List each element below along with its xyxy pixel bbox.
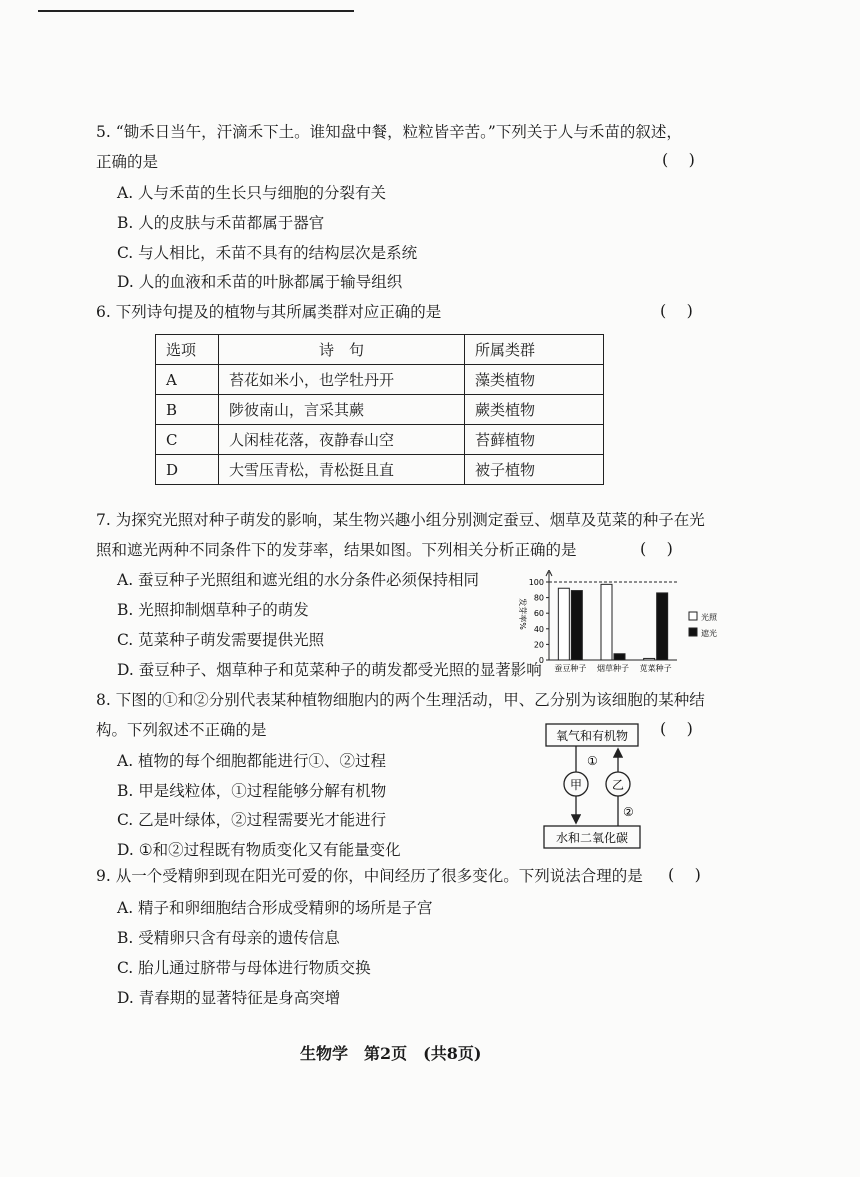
x-tick-labels [554, 663, 671, 673]
y-tick-label: 100 [528, 578, 544, 587]
bar-遮光-苋菜种子 [657, 593, 668, 660]
q5-answer-paren: ( ) [662, 150, 695, 169]
y-tick-label: 40 [533, 624, 544, 634]
q8-option-d: D. ①和②过程既有物质变化又有能量变化 [117, 841, 401, 859]
table-header-option: 选项 [156, 335, 219, 365]
table-cell: 苔花如米小，也学牡丹开 [219, 365, 465, 395]
cell-process-diagram [540, 718, 680, 858]
table-cell: C [156, 425, 219, 455]
table-cell: 苔藓植物 [465, 425, 604, 455]
q8-option-c: C. 乙是叶绿体，②过程需要光才能进行 [117, 811, 387, 829]
q8-stem-line1: 8. 下图的①和②分别代表某种植物细胞内的两个生理活动，甲、乙分别为该细胞的某种结 [96, 691, 705, 709]
table-cell: B [156, 395, 219, 425]
q8-answer-paren: ( ) [660, 719, 693, 738]
q8-option-a: A. 植物的每个细胞都能进行①、②过程 [117, 752, 387, 770]
top-box-label: 氧气和有机物 [555, 729, 629, 743]
bar-光照-蚕豆种子 [558, 588, 569, 660]
process-1-label: ① [587, 754, 598, 768]
y-tick-label: 80 [533, 593, 544, 603]
q5-stem-line1: 5. “锄禾日当午，汗滴禾下土。谁知盘中餐，粒粒皆辛苦。”下列关于人与禾苗的叙述， [96, 123, 682, 141]
q9-option-d: D. 青春期的显著特征是身高突增 [117, 989, 341, 1007]
q7-option-c: C. 苋菜种子萌发需要提供光照 [117, 631, 325, 649]
q9-option-a: A. 精子和卵细胞结合形成受精卵的场所是子宫 [117, 899, 433, 917]
table-cell: D [156, 455, 219, 485]
table-row [156, 365, 604, 395]
bar-遮光-蚕豆种子 [571, 591, 582, 660]
q5-option-b: B. 人的皮肤与禾苗都属于器官 [117, 214, 325, 232]
q9-option-b: B. 受精卵只含有母亲的遗传信息 [117, 929, 340, 947]
table-cell: 陟彼南山，言采其蕨 [219, 395, 465, 425]
x-tick-label: 烟草种子 [597, 664, 629, 673]
bottom-box-label: 水和二氧化碳 [555, 831, 629, 845]
table-cell: 大雪压青松，青松挺且直 [219, 455, 465, 485]
table-cell: 蕨类植物 [465, 395, 604, 425]
q5-option-d: D. 人的血液和禾苗的叶脉都属于输导组织 [117, 273, 403, 291]
q7-stem-line1: 7. 为探究光照对种子萌发的影响，某生物兴趣小组分别测定蚕豆、烟草及苋菜的种子在光 [96, 511, 705, 529]
q9-stem: 9. 从一个受精卵到现在阳光可爱的你，中间经历了很多变化。下列说法合理的是 [96, 867, 643, 885]
page-footer: 生物学 第2页 (共8页) [300, 1044, 482, 1063]
y-axis-label: 发芽率% [518, 598, 527, 630]
q6-stem: 6. 下列诗句提及的植物与其所属类群对应正确的是 [96, 303, 442, 321]
q7-option-a: A. 蚕豆种子光照组和遮光组的水分条件必须保持相同 [117, 571, 480, 589]
q7-option-b: B. 光照抑制烟草种子的萌发 [117, 601, 309, 619]
table-row [156, 395, 604, 425]
top-rule [38, 10, 354, 12]
table-row [156, 455, 604, 485]
q5-stem-line2: 正确的是 [96, 153, 159, 171]
legend-label: 遮光 [701, 629, 717, 638]
table-cell: 被子植物 [465, 455, 604, 485]
table-header-row [156, 335, 604, 365]
x-tick-label: 苋菜种子 [639, 664, 672, 673]
germination-bar-chart [505, 570, 735, 682]
table-header-poem: 诗 句 [219, 335, 465, 365]
bar-遮光-烟草种子 [614, 654, 625, 660]
bar-光照-苋菜种子 [644, 658, 655, 660]
y-tick-label: 20 [533, 640, 544, 650]
y-tick-label: 0 [538, 656, 544, 665]
q8-stem-line2: 构。下列叙述不正确的是 [96, 721, 267, 739]
q5-option-a: A. 人与禾苗的生长只与细胞的分裂有关 [117, 184, 387, 202]
q8-option-b: B. 甲是线粒体，①过程能够分解有机物 [117, 782, 387, 800]
q9-option-c: C. 胎儿通过脐带与母体进行物质交换 [117, 959, 371, 977]
x-tick-label: 蚕豆种子 [554, 664, 587, 673]
legend-swatch [689, 612, 697, 620]
q9-answer-paren: ( ) [668, 865, 701, 884]
q6-answer-paren: ( ) [660, 301, 693, 320]
bar-光照-烟草种子 [601, 584, 612, 660]
legend-swatch [689, 628, 697, 636]
right-circle-label: 乙 [611, 778, 625, 792]
table-header-group: 所属类群 [465, 335, 604, 365]
table-cell: 人闲桂花落，夜静春山空 [219, 425, 465, 455]
q7-answer-paren: ( ) [640, 539, 673, 558]
bars [558, 584, 667, 660]
legend-label: 光照 [701, 613, 717, 622]
left-circle-label: 甲 [569, 778, 583, 792]
q6-table [155, 334, 604, 485]
table-cell: 藻类植物 [465, 365, 604, 395]
legend [689, 612, 718, 638]
table-row [156, 425, 604, 455]
process-2-label: ② [623, 805, 634, 819]
q7-option-d: D. 蚕豆种子、烟草种子和苋菜种子的萌发都受光照的显著影响 [117, 661, 542, 679]
q5-option-c: C. 与人相比，禾苗不具有的结构层次是系统 [117, 244, 418, 262]
q7-stem-line2: 照和遮光两种不同条件下的发芽率，结果如图。下列相关分析正确的是 [96, 541, 577, 559]
table-cell: A [156, 365, 219, 395]
y-tick-label: 60 [533, 609, 544, 619]
